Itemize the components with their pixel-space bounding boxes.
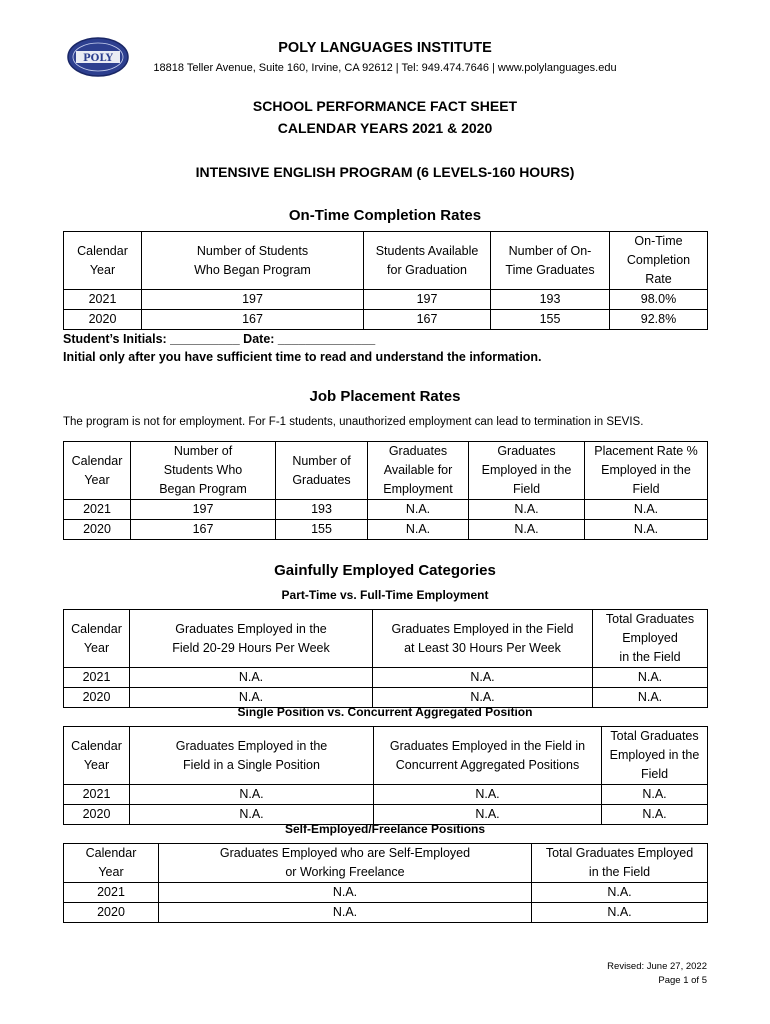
table-row xyxy=(64,668,708,688)
parttime-title: Part-Time vs. Full-Time Employment xyxy=(281,588,489,602)
table-cell: N.A. xyxy=(368,500,469,520)
table-cell: 167 xyxy=(364,310,491,330)
column-header: Students Available for Graduation xyxy=(364,232,491,290)
table-header-row xyxy=(64,442,708,500)
table-cell: 193 xyxy=(276,500,368,520)
table-row xyxy=(64,290,708,310)
column-header: On-Time Completion Rate xyxy=(610,232,708,290)
single-position-table xyxy=(63,726,708,825)
table-cell: N.A. xyxy=(130,785,374,805)
column-header: Calendar Year xyxy=(64,442,131,500)
table-cell: 155 xyxy=(491,310,610,330)
table-row xyxy=(64,500,708,520)
table-cell: N.A. xyxy=(130,805,374,825)
table-header-row xyxy=(64,844,708,883)
logo-text: POLY xyxy=(83,53,113,64)
table-cell: 2020 xyxy=(64,805,130,825)
table-cell: 2020 xyxy=(64,903,159,923)
column-header: Calendar Year xyxy=(64,844,159,883)
footer xyxy=(607,960,707,988)
table-cell: N.A. xyxy=(532,883,708,903)
initials-instruction: Initial only after you have sufficient time to read and understand the information. xyxy=(63,350,542,364)
table-cell: N.A. xyxy=(593,688,708,708)
table-cell: N.A. xyxy=(602,785,708,805)
program-title: INTENSIVE ENGLISH PROGRAM (6 LEVELS-160 HOURS) xyxy=(195,164,575,180)
parttime-table xyxy=(63,609,708,708)
table-cell: 98.0% xyxy=(610,290,708,310)
table-cell: N.A. xyxy=(374,785,602,805)
table-cell: 2021 xyxy=(64,500,131,520)
table-row xyxy=(64,785,708,805)
doc-title: SCHOOL PERFORMANCE FACT SHEET xyxy=(252,98,518,114)
table-cell: N.A. xyxy=(593,668,708,688)
table-cell: N.A. xyxy=(585,500,708,520)
table-cell: N.A. xyxy=(368,520,469,540)
table-cell: N.A. xyxy=(585,520,708,540)
table-row xyxy=(64,903,708,923)
column-header: Total Graduates Employed in the Field xyxy=(593,610,708,668)
table-cell: 167 xyxy=(142,310,364,330)
table-cell: N.A. xyxy=(602,805,708,825)
table-row xyxy=(64,310,708,330)
table-cell: 197 xyxy=(364,290,491,310)
gainful-title: Gainfully Employed Categories xyxy=(274,562,496,579)
completion-table xyxy=(63,231,708,330)
table-cell: 2021 xyxy=(64,290,142,310)
self-employed-table xyxy=(63,843,708,923)
placement-title: Job Placement Rates xyxy=(309,388,461,405)
institute-address: 18818 Teller Avenue, Suite 160, Irvine, CA 92612 | Tel: 949.474.7646 | www.polylanguages.edu xyxy=(153,62,617,74)
table-row xyxy=(64,520,708,540)
table-cell: N.A. xyxy=(469,520,585,540)
column-header: Calendar Year xyxy=(64,232,142,290)
table-cell: 2020 xyxy=(64,688,130,708)
table-cell: N.A. xyxy=(469,500,585,520)
table-header-row xyxy=(64,610,708,668)
table-header-row xyxy=(64,232,708,290)
table-cell: 197 xyxy=(131,500,276,520)
initials-block xyxy=(63,330,542,366)
institute-name: POLY LANGUAGES INSTITUTE xyxy=(278,40,492,56)
table-cell: 193 xyxy=(491,290,610,310)
placement-note: The program is not for employment. For F-1 students, unauthorized employment can lead to termination in SEVIS. xyxy=(63,416,644,428)
table-cell: 167 xyxy=(131,520,276,540)
table-cell: 2021 xyxy=(64,883,159,903)
table-cell: 155 xyxy=(276,520,368,540)
page-number: Page 1 of 5 xyxy=(658,975,707,986)
table-cell: 2020 xyxy=(64,520,131,540)
column-header: Number of Students Who Began Program xyxy=(142,232,364,290)
column-header: Graduates Available for Employment xyxy=(368,442,469,500)
column-header: Calendar Year xyxy=(64,727,130,785)
column-header: Graduates Employed in the Field xyxy=(469,442,585,500)
table-row xyxy=(64,883,708,903)
column-header: Number of Students Who Began Program xyxy=(131,442,276,500)
table-cell: N.A. xyxy=(130,668,373,688)
placement-table xyxy=(63,441,708,540)
initials-line: Student’s Initials: __________ Date: ______________ xyxy=(63,332,376,346)
completion-title: On-Time Completion Rates xyxy=(288,207,482,224)
table-cell: 197 xyxy=(142,290,364,310)
table-cell: 2020 xyxy=(64,310,142,330)
table-cell: N.A. xyxy=(374,805,602,825)
table-cell: N.A. xyxy=(130,688,373,708)
column-header: Graduates Employed in the Field in a Single Position xyxy=(130,727,374,785)
table-cell: 92.8% xyxy=(610,310,708,330)
table-cell: N.A. xyxy=(532,903,708,923)
single-title: Single Position vs. Concurrent Aggregated Position xyxy=(237,705,533,719)
column-header: Graduates Employed in the Field 20-29 Hours Per Week xyxy=(130,610,373,668)
table-cell: N.A. xyxy=(159,883,532,903)
column-header: Number of Graduates xyxy=(276,442,368,500)
table-cell: N.A. xyxy=(373,688,593,708)
doc-years: CALENDAR YEARS 2021 & 2020 xyxy=(277,120,493,136)
column-header: Total Graduates Employed in the Field xyxy=(602,727,708,785)
column-header: Number of On- Time Graduates xyxy=(491,232,610,290)
table-cell: N.A. xyxy=(373,668,593,688)
table-cell: N.A. xyxy=(159,903,532,923)
column-header: Total Graduates Employed in the Field xyxy=(532,844,708,883)
self-employed-title: Self-Employed/Freelance Positions xyxy=(284,822,486,836)
column-header: Calendar Year xyxy=(64,610,130,668)
table-cell: 2021 xyxy=(64,668,130,688)
column-header: Graduates Employed in the Field at Least 30 Hours Per Week xyxy=(373,610,593,668)
column-header: Graduates Employed in the Field in Concurrent Aggregated Positions xyxy=(374,727,602,785)
table-cell: 2021 xyxy=(64,785,130,805)
column-header: Placement Rate % Employed in the Field xyxy=(585,442,708,500)
revised-date: Revised: June 27, 2022 xyxy=(607,961,707,972)
table-header-row xyxy=(64,727,708,785)
column-header: Graduates Employed who are Self-Employed or Working Freelance xyxy=(159,844,532,883)
